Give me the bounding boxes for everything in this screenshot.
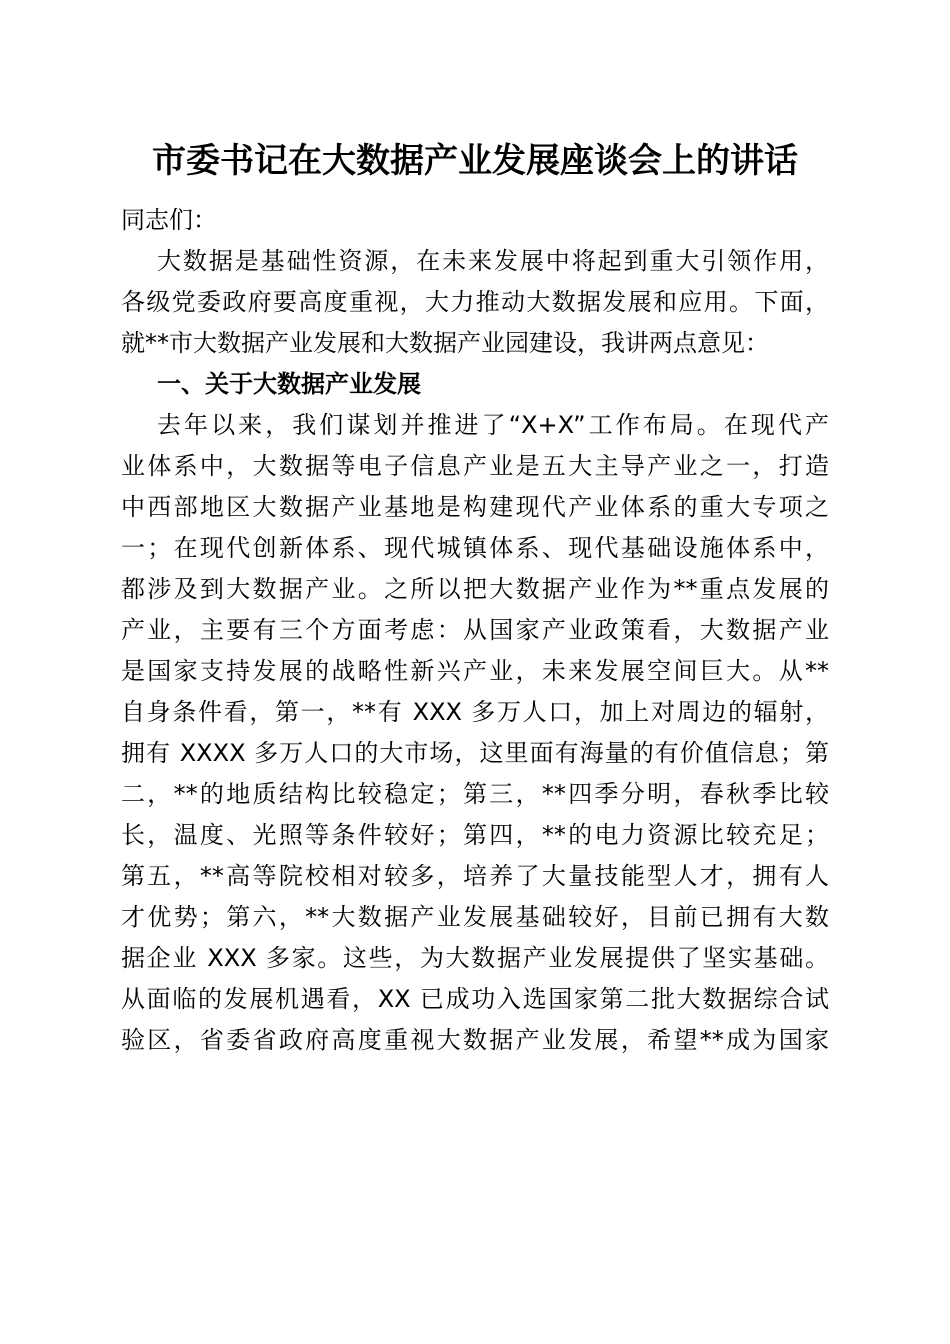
paragraph-line: 各级党委政府要高度重视，大力推动大数据发展和应用。下面， <box>121 288 829 316</box>
paragraph-line: 自身条件看，第一，**有 XXX 多万人口，加上对周边的辐射， <box>121 698 829 726</box>
document-title: 市委书记在大数据产业发展座谈会上的讲话 <box>152 141 798 181</box>
paragraph-line: 才优势；第六，**大数据产业发展基础较好，目前已拥有大数 <box>121 903 829 931</box>
paragraph-line: 都涉及到大数据产业。之所以把大数据产业作为**重点发展的 <box>121 575 829 603</box>
paragraph-line: 中西部地区大数据产业基地是构建现代产业体系的重大专项之 <box>121 493 829 521</box>
paragraph-line: 拥有 XXXX 多万人口的大市场，这里面有海量的有价值信息；第 <box>121 739 829 767</box>
paragraph-line: 二，**的地质结构比较稳定；第三，**四季分明，春秋季比较 <box>121 780 829 808</box>
paragraph-line: 就**市大数据产业发展和大数据产业园建设，我讲两点意见： <box>121 329 769 357</box>
paragraph-line: 验区，省委省政府高度重视大数据产业发展，希望**成为国家 <box>121 1026 829 1054</box>
paragraph-line: 从面临的发展机遇看，XX 已成功入选国家第二批大数据综合试 <box>121 985 829 1013</box>
salutation: 同志们： <box>121 206 217 234</box>
paragraph-line: 大数据是基础性资源，在未来发展中将起到重大引领作用， <box>157 247 829 275</box>
paragraph-line: 第五，**高等院校相对较多，培养了大量技能型人才，拥有人 <box>121 862 829 890</box>
paragraph-line: 是国家支持发展的战略性新兴产业，未来发展空间巨大。从** <box>121 657 829 685</box>
document-body <box>121 200 829 1061</box>
paragraph-line: 长，温度、光照等条件较好；第四，**的电力资源比较充足； <box>121 821 829 849</box>
paragraph-line: 去年以来，我们谋划并推进了“X+X”工作布局。在现代产 <box>157 411 829 439</box>
paragraph-line: 据企业 XXX 多家。这些，为大数据产业发展提供了坚实基础。 <box>121 944 829 972</box>
paragraph-line: 一；在现代创新体系、现代城镇体系、现代基础设施体系中， <box>121 534 829 562</box>
section-heading: 一、关于大数据产业发展 <box>157 370 421 398</box>
paragraph-line: 产业，主要有三个方面考虑：从国家产业政策看，大数据产业 <box>121 616 829 644</box>
paragraph-line: 业体系中，大数据等电子信息产业是五大主导产业之一，打造 <box>121 452 829 480</box>
